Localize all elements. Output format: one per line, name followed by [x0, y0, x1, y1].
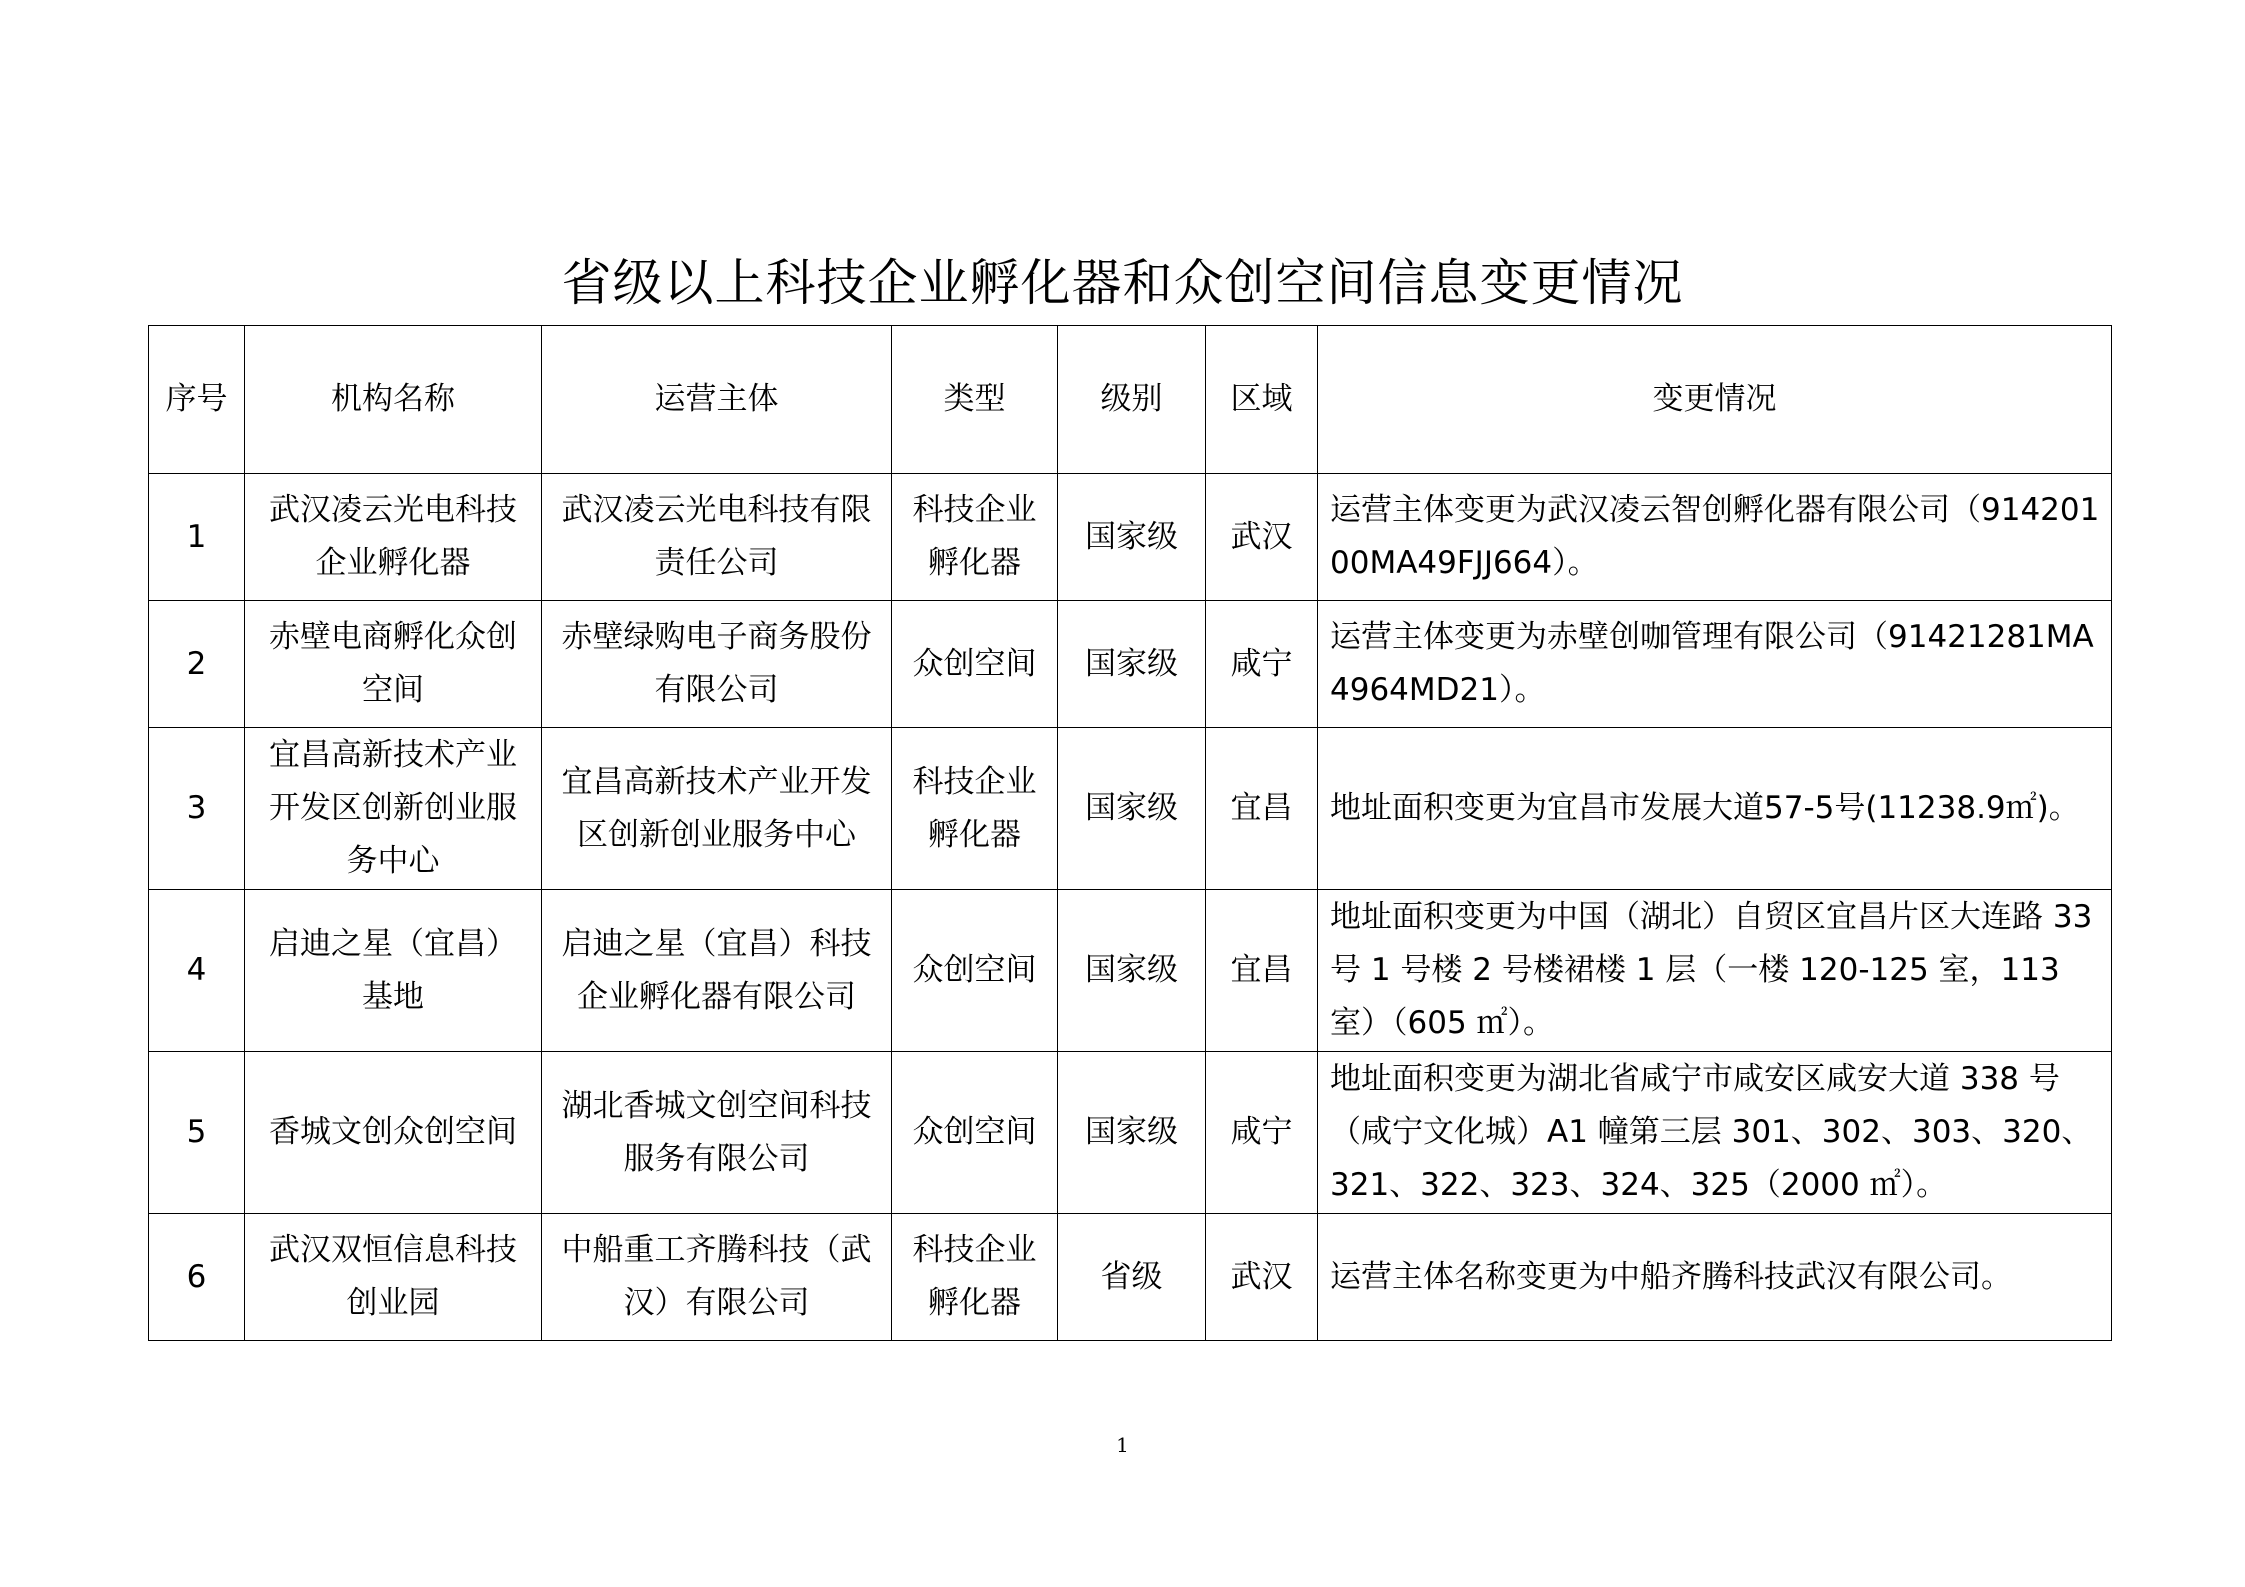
table-row — [149, 728, 2112, 890]
cell-index: 3 — [149, 728, 245, 890]
cell-institution: 武汉凌云光电科技企业孵化器 — [245, 474, 542, 601]
cell-type: 众创空间 — [892, 890, 1058, 1052]
cell-institution: 启迪之星（宜昌）基地 — [245, 890, 542, 1052]
cell-level: 国家级 — [1058, 890, 1206, 1052]
cell-operator: 启迪之星（宜昌）科技企业孵化器有限公司 — [542, 890, 892, 1052]
cell-level: 国家级 — [1058, 728, 1206, 890]
header-institution: 机构名称 — [245, 326, 542, 474]
cell-change: 运营主体变更为赤壁创咖管理有限公司（91421281MA4964MD21）。 — [1318, 601, 2112, 728]
cell-level: 国家级 — [1058, 1052, 1206, 1214]
header-index: 序号 — [149, 326, 245, 474]
header-region: 区域 — [1206, 326, 1318, 474]
cell-operator: 赤壁绿购电子商务股份有限公司 — [542, 601, 892, 728]
header-operator: 运营主体 — [542, 326, 892, 474]
table-row — [149, 474, 2112, 601]
table-row — [149, 890, 2112, 1052]
cell-level: 国家级 — [1058, 601, 1206, 728]
cell-change: 运营主体变更为武汉凌云智创孵化器有限公司（91420100MA49FJJ664）。 — [1318, 474, 2112, 601]
cell-region: 宜昌 — [1206, 728, 1318, 890]
cell-institution: 赤壁电商孵化众创空间 — [245, 601, 542, 728]
cell-type: 科技企业孵化器 — [892, 474, 1058, 601]
cell-region: 宜昌 — [1206, 890, 1318, 1052]
cell-change: 地址面积变更为宜昌市发展大道57-5号(11238.9㎡)。 — [1318, 728, 2112, 890]
cell-institution: 宜昌高新技术产业开发区创新创业服务中心 — [245, 728, 542, 890]
cell-change: 运营主体名称变更为中船齐腾科技武汉有限公司。 — [1318, 1214, 2112, 1341]
page-number: 1 — [1116, 1433, 1129, 1457]
page-title: 省级以上科技企业孵化器和众创空间信息变更情况 — [561, 254, 1684, 312]
table-row — [149, 1052, 2112, 1214]
cell-index: 1 — [149, 474, 245, 601]
cell-operator: 宜昌高新技术产业开发区创新创业服务中心 — [542, 728, 892, 890]
header-level: 级别 — [1058, 326, 1206, 474]
cell-change: 地址面积变更为中国（湖北）自贸区宜昌片区大连路 33 号 1 号楼 2 号楼裙楼 1 层（一楼 120-125 室，113 室）（605 ㎡）。 — [1318, 890, 2112, 1052]
cell-index: 6 — [149, 1214, 245, 1341]
info-change-table — [148, 325, 2112, 1341]
table-row — [149, 1214, 2112, 1341]
cell-region: 武汉 — [1206, 1214, 1318, 1341]
cell-region: 咸宁 — [1206, 601, 1318, 728]
cell-level: 省级 — [1058, 1214, 1206, 1341]
cell-type: 众创空间 — [892, 601, 1058, 728]
cell-type: 科技企业孵化器 — [892, 728, 1058, 890]
table-row — [149, 601, 2112, 728]
cell-operator: 武汉凌云光电科技有限责任公司 — [542, 474, 892, 601]
table-header-row — [149, 326, 2112, 474]
cell-index: 2 — [149, 601, 245, 728]
cell-operator: 湖北香城文创空间科技服务有限公司 — [542, 1052, 892, 1214]
cell-type: 众创空间 — [892, 1052, 1058, 1214]
header-change: 变更情况 — [1318, 326, 2112, 474]
cell-region: 武汉 — [1206, 474, 1318, 601]
cell-change: 地址面积变更为湖北省咸宁市咸安区咸安大道 338 号（咸宁文化城）A1 幢第三层 301、302、303、320、321、322、323、324、325（2000 ㎡）。 — [1318, 1052, 2112, 1214]
cell-institution: 武汉双恒信息科技创业园 — [245, 1214, 542, 1341]
cell-index: 4 — [149, 890, 245, 1052]
cell-region: 咸宁 — [1206, 1052, 1318, 1214]
cell-level: 国家级 — [1058, 474, 1206, 601]
cell-operator: 中船重工齐腾科技（武汉）有限公司 — [542, 1214, 892, 1341]
header-type: 类型 — [892, 326, 1058, 474]
cell-institution: 香城文创众创空间 — [245, 1052, 542, 1214]
cell-index: 5 — [149, 1052, 245, 1214]
cell-type: 科技企业孵化器 — [892, 1214, 1058, 1341]
